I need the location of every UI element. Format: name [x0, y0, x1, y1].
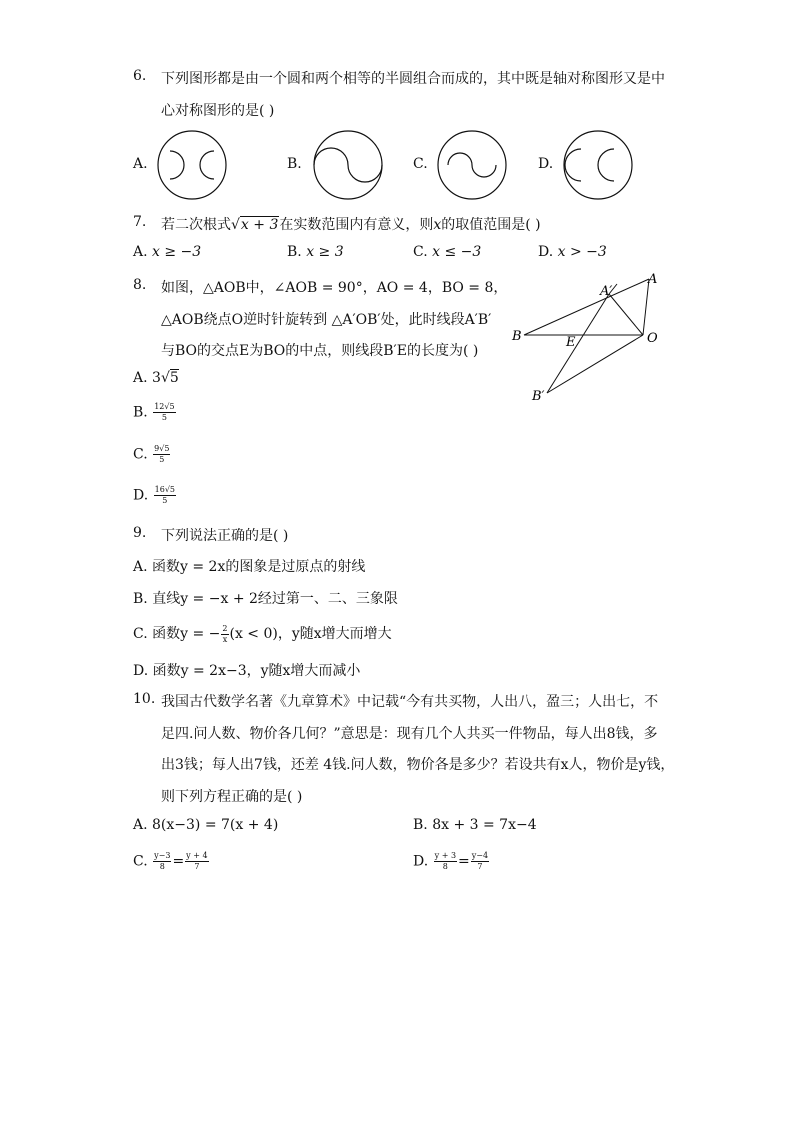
q10-option-d-label: D. [413, 853, 429, 870]
q6-figure-c [436, 129, 508, 201]
q10-option-c-label: C. [133, 853, 148, 870]
q10-option-d-rden: 7 [477, 862, 483, 871]
q6-option-c-label: C. [413, 156, 428, 172]
q8-option-a [133, 370, 179, 386]
q6-figure-d [562, 129, 634, 201]
q10-option-b-label: B. [413, 817, 428, 833]
q9-option-a-label: A. [133, 559, 148, 575]
q10-option-c-rnum: y + 4 [186, 851, 208, 860]
q8-option-b [133, 402, 177, 423]
q8-option-c-num: 9√5 [154, 444, 170, 453]
q8-figure [505, 268, 670, 408]
q9-option-a-text: 函数y = 2x的图象是过原点的射线 [152, 559, 366, 575]
q10-option-c-lden: 8 [159, 862, 165, 871]
q10-option-d-lnum: y + 3 [434, 851, 457, 860]
q10-option-d-rnum: y−4 [471, 851, 489, 860]
figure-label-b: B [512, 329, 522, 344]
q7-option-b-text: x ≥ 3 [306, 244, 344, 260]
q10-option-a-label: A. [133, 817, 148, 833]
q7-option-b [287, 244, 344, 260]
q9-option-c-post: (x < 0)，y随x增大而增大 [229, 626, 392, 642]
q10-option-a-text: 8(x−3) = 7(x + 4) [152, 817, 279, 833]
q8-option-d-den: 5 [162, 496, 168, 505]
q8-option-b-num: 12√5 [154, 402, 175, 411]
q7-stem [161, 214, 541, 234]
q10-option-d [413, 851, 490, 872]
q7-option-a [133, 244, 201, 260]
q8-option-c [133, 444, 171, 465]
q9-option-b-text: 直线y = −x + 2经过第一、二、三象限 [152, 591, 398, 607]
equals-sign: = [172, 853, 185, 870]
q10-option-b-text: 8x + 3 = 7x−4 [432, 817, 537, 833]
q6-option-b-label: B. [287, 156, 302, 172]
q8-number: 8. [133, 277, 147, 293]
q8-option-d-num: 16√5 [154, 485, 176, 494]
q7-option-a-label: A. [133, 244, 148, 260]
q9-option-c-pre: 函数y = − [152, 626, 221, 642]
q8-option-a-coef: 3 [152, 370, 161, 386]
q6-option-d-label: D. [538, 156, 554, 172]
q10-option-b [413, 817, 537, 833]
q9-option-c-fnum: 2 [222, 623, 228, 633]
q7-option-a-text: x ≥ −3 [152, 244, 202, 260]
q6-figure-b [312, 129, 384, 201]
q6-stem-line2: 心对称图形的是( ) [161, 103, 275, 119]
figure-label-o: O [647, 331, 658, 346]
q10-option-a [133, 817, 278, 833]
q7-var: x [433, 217, 442, 233]
q7-radicand: x + 3 [240, 217, 279, 233]
q9-number: 9. [133, 525, 147, 541]
q9-option-d-text: 函数y = 2x−3，y随x增大而减小 [152, 663, 361, 679]
q8-stem-line1: 如图，△AOB中，∠AOB = 90°，AO = 4，BO = 8， [161, 280, 508, 296]
q8-option-a-label: A. [133, 370, 148, 386]
q10-stem-line2: 足四.问人数、物价各几何？”意思是：现有几个人共买一件物品，每人出8钱，多 [161, 726, 658, 742]
q9-stem: 下列说法正确的是( ) [161, 528, 289, 544]
q9-option-c-fden: x [222, 634, 228, 644]
q8-option-b-label: B. [133, 404, 148, 421]
q6-figure-a [156, 129, 228, 201]
q10-option-d-left-fraction [434, 851, 457, 872]
q10-option-d-right-fraction [471, 851, 489, 872]
q10-stem-line1: 我国古代数学名著《九章算术》中记载“今有共买物，人出八，盈三；人出七，不 [161, 694, 659, 710]
q8-option-c-fraction [153, 444, 170, 465]
q7-stem-post: 在实数范围内有意义，则 [279, 217, 434, 233]
q6-number: 6. [133, 68, 147, 84]
q7-option-d-label: D. [538, 244, 554, 260]
q10-option-c-lnum: y−3 [154, 851, 171, 860]
q8-option-d-fraction [154, 485, 176, 506]
q10-stem-line3: 出3钱；每人出7钱，还差 4钱.问人数，物价各是多少？若设共有x人，物价是y钱， [161, 757, 675, 773]
q9-option-b-label: B. [133, 591, 148, 607]
equals-sign: = [458, 853, 470, 870]
q10-option-c-right-fraction [185, 851, 208, 872]
q9-option-a [133, 556, 365, 576]
q6-stem-line1: 下列图形都是由一个圆和两个相等的半圆组合而成的，其中既是轴对称图形又是中 [161, 71, 665, 87]
q8-option-c-den: 5 [159, 455, 165, 464]
q10-option-d-lden: 8 [442, 862, 448, 871]
figure-label-a: A [648, 272, 658, 287]
figure-label-a-prime: A′ [600, 284, 613, 299]
radical-sign: √ [160, 370, 170, 386]
q10-option-c-rden: 7 [194, 862, 200, 871]
q8-stem-line3: 与BO的交点E为BO的中点，则线段B′E的长度为( ) [161, 343, 479, 359]
q7-option-b-label: B. [287, 244, 302, 260]
q8-option-d-label: D. [133, 487, 149, 504]
q8-option-d [133, 485, 177, 506]
q9-option-d [133, 660, 360, 680]
q8-option-b-fraction [153, 402, 175, 423]
q9-option-c-label: C. [133, 626, 148, 642]
q7-option-c-label: C. [413, 244, 428, 260]
q10-stem-line4: 则下列方程正确的是( ) [161, 789, 303, 805]
q7-option-d [538, 244, 607, 260]
q7-option-c-text: x ≤ −3 [432, 244, 482, 260]
q7-stem-pre: 若二次根式 [161, 217, 231, 233]
q7-number: 7. [133, 214, 147, 230]
figure-label-e: E [566, 335, 576, 350]
q9-option-c [133, 623, 392, 645]
q8-option-c-label: C. [133, 446, 148, 463]
q7-option-c [413, 244, 481, 260]
q9-option-d-label: D. [133, 663, 149, 679]
q7-stem-post2: 的取值范围是( ) [441, 217, 541, 233]
q9-option-b [133, 588, 398, 608]
q7-option-d-text: x > −3 [557, 244, 607, 260]
radical-sign: √ [231, 217, 240, 233]
q6-option-a-label: A. [133, 156, 148, 172]
q8-option-a-rad: 5 [169, 370, 179, 386]
q8-stem-line2: △AOB绕点O逆时针旋转到 △A′OB′处，此时线段A′B′ [161, 312, 492, 328]
q9-option-c-fraction [221, 624, 228, 645]
figure-label-b-prime: B′ [532, 389, 545, 404]
q10-option-c-left-fraction [153, 851, 171, 872]
q10-option-c [133, 851, 210, 872]
q8-option-b-den: 5 [161, 413, 167, 422]
q10-number: 10. [133, 691, 156, 707]
